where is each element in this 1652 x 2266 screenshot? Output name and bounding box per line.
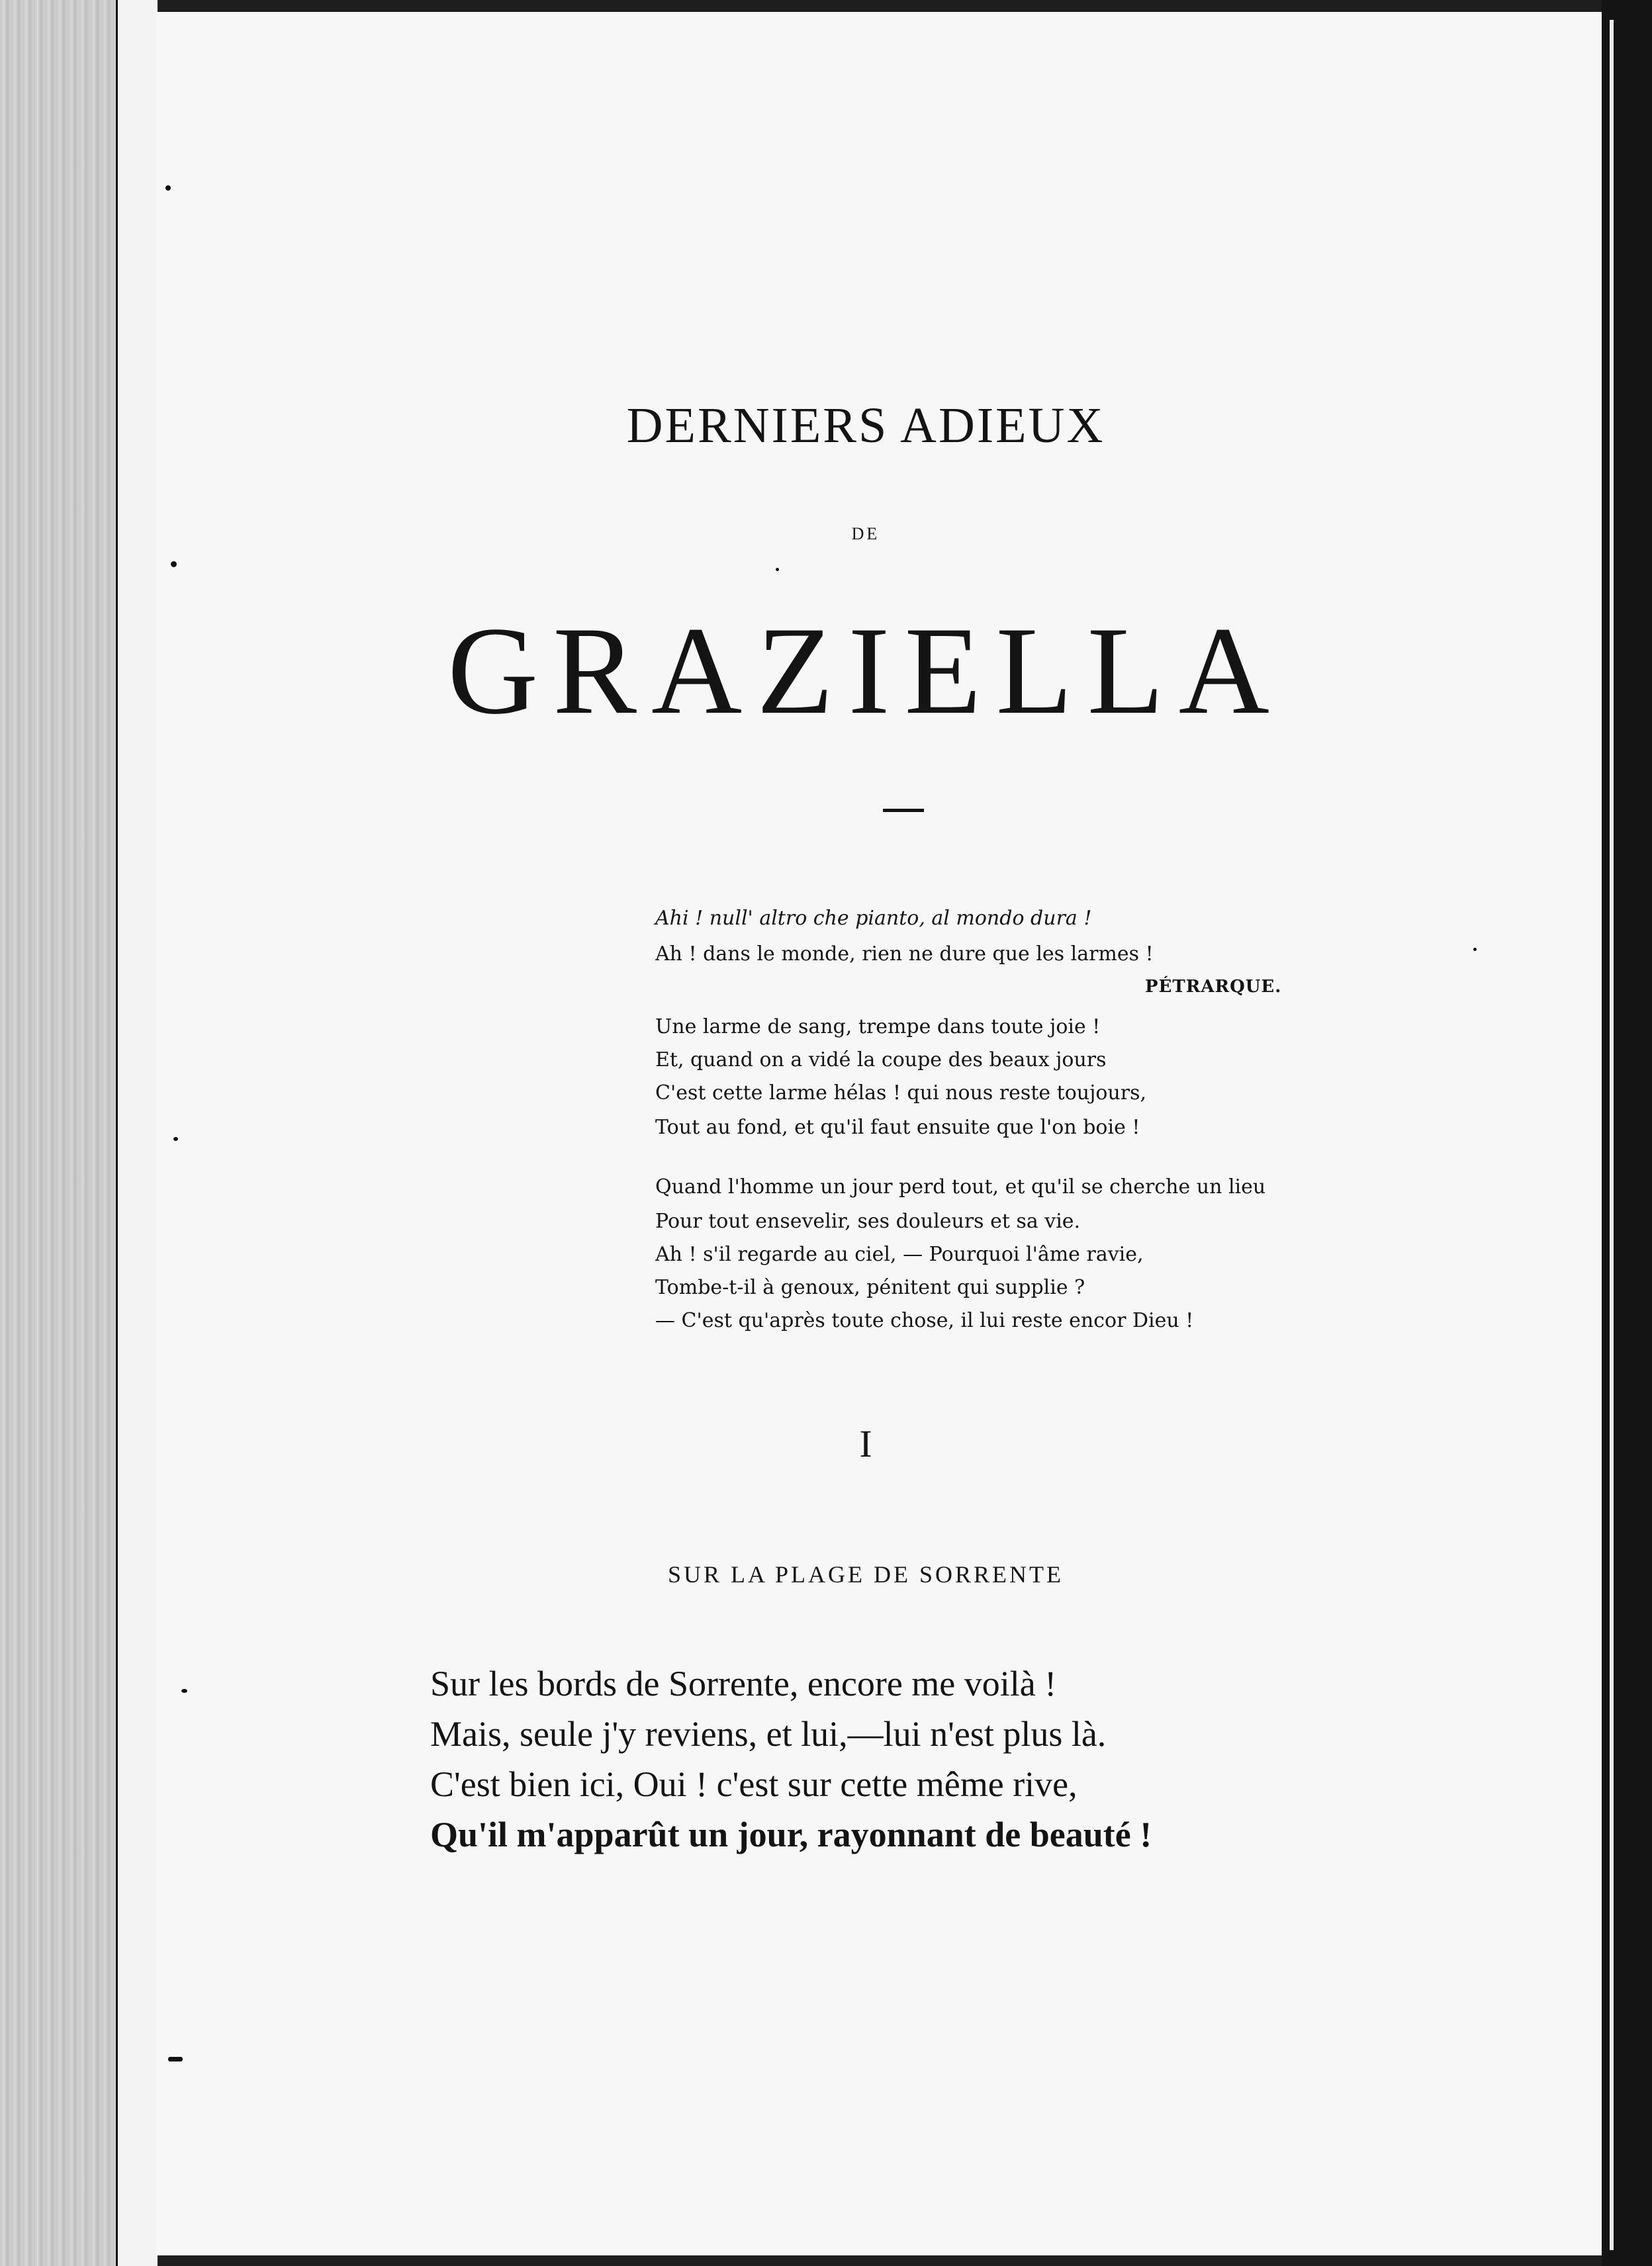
poem-line: Mais, seule j'y reviens, et lui,—lui n'est plus là.: [430, 1714, 1107, 1754]
stanza2-line: Pour tout ensevelir, ses douleurs et sa vie.: [655, 1210, 1081, 1233]
paper-speck: [776, 568, 779, 571]
epigraph-translation: Ah ! dans le monde, rien ne dure que les larmes !: [655, 942, 1154, 966]
poem-line: C'est bien ici, Oui ! c'est sur cette même rive,: [430, 1764, 1078, 1804]
binding-mark: [173, 1137, 178, 1141]
page-gutter: [116, 0, 158, 2266]
stanza2-line: Quand l'homme un jour perd tout, et qu'il se cherche un lieu: [655, 1175, 1266, 1199]
poem-line: Qu'il m'apparût un jour, rayonnant de beauté !: [430, 1815, 1152, 1854]
section-title: SUR LA PLAGE DE SORRENTE: [667, 1561, 1064, 1588]
paper-speck: [1473, 948, 1477, 951]
epigraph-signature: PÉTRARQUE.: [1145, 977, 1282, 997]
poem-line: Sur les bords de Sorrente, encore me voilà !: [430, 1664, 1057, 1703]
stanza1-line: C'est cette larme hélas ! qui nous reste toujours,: [655, 1081, 1147, 1105]
binding-mark: [165, 185, 171, 191]
binding-strip: [0, 0, 116, 2266]
title-rule: [883, 809, 924, 812]
stanza2-line: — C'est qu'après toute chose, il lui reste encor Dieu !: [655, 1309, 1194, 1332]
title-graziella: GRAZIELLA: [447, 602, 1284, 741]
binding-mark: [168, 2057, 183, 2062]
title-derniers-adieux: DERNIERS ADIEUX: [626, 398, 1105, 453]
stanza2-line: Ah ! s'il regarde au ciel, — Pourquoi l'âme ravie,: [655, 1243, 1144, 1266]
stanza1-line: Tout au fond, et qu'il faut ensuite que l'on boie !: [655, 1116, 1140, 1139]
title-de: DE: [851, 524, 880, 543]
right-page-edge: [1610, 20, 1614, 2250]
stanza2-line: Tombe-t-il à genoux, pénitent qui supplie ?: [655, 1276, 1085, 1299]
epigraph-italian: Ahi ! null' altro che pianto, al mondo dura !: [655, 907, 1092, 930]
binding-mark: [181, 1689, 187, 1693]
stanza1-line: Une larme de sang, trempe dans toute joie !: [655, 1015, 1101, 1038]
stanza1-line: Et, quand on a vidé la coupe des beaux jours: [655, 1048, 1107, 1071]
binding-mark: [171, 561, 177, 567]
section-numeral: I: [859, 1422, 872, 1465]
